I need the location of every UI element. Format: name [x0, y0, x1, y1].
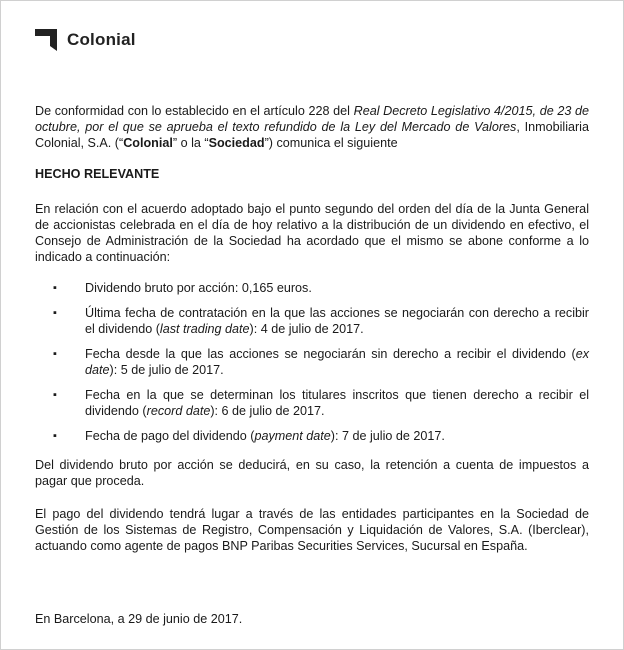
intro-sociedad: Sociedad [208, 136, 265, 150]
list-item-term: record date [146, 404, 211, 418]
list-item-text-end: ): 4 de julio de 2017. [249, 322, 364, 336]
list-item-text: Dividendo bruto por acción: 0,165 euros. [85, 281, 312, 295]
lead-paragraph: En relación con el acuerdo adoptado bajo el punto segundo del orden del día de la Junta General de accionistas celebrada en el día de hoy relativo a la distribución de un dividendo en efectivo, el Consejo de Administración de la Sociedad ha acordado que el mismo se abone conforme a lo indicado a continuación: [35, 202, 589, 264]
list-item-term: payment date [254, 429, 331, 443]
heading: HECHO RELEVANTE [35, 167, 160, 181]
bullet-icon: ▪ [53, 307, 57, 319]
list-item-text: Fecha de pago del dividendo ( [85, 429, 255, 443]
intro-decreto: Real Decreto Legislativo 4/2015, de 23 de octubre, por el que se aprueba el texto refundido de la Ley del Mercado de Valores [35, 104, 590, 134]
list-item [35, 387, 589, 419]
list-item [35, 305, 589, 337]
payment-paragraph: El pago del dividendo tendrá lugar a través de las entidades participantes en la Sociedad de Gestión de los Sistemas de Registro, Compensación y Liquidación de Valores, S.A. (Iberclear), actuando como agente de pagos BNP Paribas Securities Services, Sucursal en España. [35, 507, 589, 553]
bullet-icon: ▪ [53, 430, 57, 442]
list-item [35, 428, 589, 444]
colonial-logo-icon [35, 29, 57, 51]
list-item-term: last trading date [159, 322, 250, 336]
intro-text-2: , Inmobiliaria Colonial, S.A. (“ [35, 120, 589, 150]
bullet-icon: ▪ [53, 348, 57, 360]
document-body [35, 103, 589, 554]
list-item-text-end: ): 7 de julio de 2017. [330, 429, 445, 443]
list-item [35, 346, 589, 378]
list-item-text: Fecha en la que se determinan los titulares inscritos que tienen derecho a recibir el dividendo ( [85, 388, 589, 418]
intro-text-1: De conformidad con lo establecido en el artículo 228 del [35, 104, 354, 118]
logo-text: Colonial [67, 30, 136, 49]
withholding-paragraph: Del dividendo bruto por acción se deducirá, en su caso, la retención a cuenta de impuestos a pagar que proceda. [35, 458, 589, 488]
bullet-icon: ▪ [53, 389, 57, 401]
colonial-logo [35, 29, 136, 51]
intro-text-3: ” o la “ [172, 136, 209, 150]
list-item-text-end: ): 6 de julio de 2017. [210, 404, 325, 418]
list-item-text: Última fecha de contratación en la que las acciones se negociarán con derecho a recibir el dividendo ( [85, 306, 589, 336]
intro-paragraph [35, 103, 589, 151]
closing-line: En Barcelona, a 29 de junio de 2017. [35, 612, 243, 626]
list-item [35, 280, 589, 296]
list-item-term: ex date [85, 347, 589, 377]
bullet-icon: ▪ [53, 282, 57, 294]
dividend-list [35, 280, 589, 444]
list-item-text: Fecha desde la que las acciones se negociarán sin derecho a recibir el dividendo ( [85, 347, 576, 361]
intro-text-4: ”) comunica el siguiente [264, 136, 398, 150]
intro-colonial: Colonial [123, 136, 173, 150]
list-item-text-end: ): 5 de julio de 2017. [109, 363, 224, 377]
